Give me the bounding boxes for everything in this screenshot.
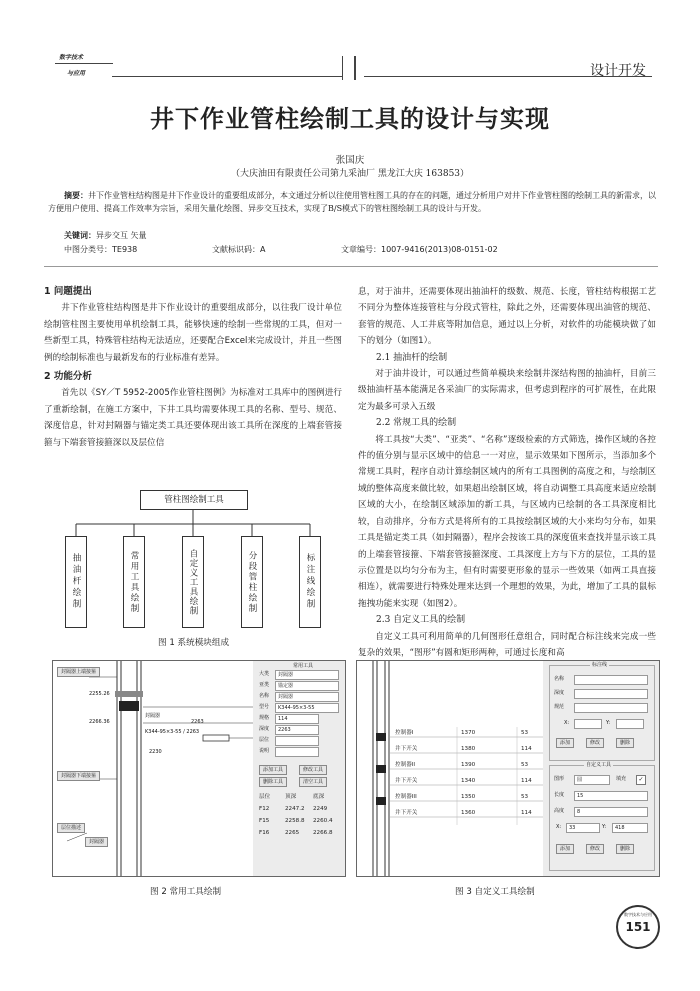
fig3-row-0-name: 控制器I [395, 730, 414, 736]
section-2-1-title: 2.1 抽油杆的绘制 [376, 352, 448, 363]
fig2-tag-lower-collar: 封隔器下端接箍 [57, 771, 100, 781]
fig3-row-1-depth: 1380 [461, 746, 476, 752]
fig3-label-depth-input[interactable] [574, 689, 648, 699]
fig2-depth-2: 2266.36 [89, 719, 110, 725]
fig3-row-1-name: 井下开关 [395, 746, 418, 752]
fig2-field-label-1: 亚类 [259, 682, 270, 688]
fig3-shape-label: 图形 [554, 776, 565, 782]
fig3-length-input[interactable]: 15 [574, 791, 648, 801]
keywords [64, 230, 147, 241]
module-label-line: 标注线绘制 [299, 536, 321, 628]
fig3-label-panel-title: 标注线 [592, 662, 608, 668]
figure-3-caption: 图 3 自定义工具绘制 [455, 887, 535, 897]
fig3-custom-add-button[interactable]: 添加 [556, 844, 574, 854]
fig3-row-0-depth: 1370 [461, 730, 476, 736]
fig2-add-button[interactable]: 添加工具 [259, 765, 287, 775]
logo-bottom-text: 与应用 [67, 70, 86, 77]
section-2-2-title: 2.2 常规工具的绘制 [376, 418, 457, 429]
section-2-1-paragraph: 对于油井设计，可以通过些简单模块来绘制井深结构图的抽油杆，目前三级抽油杆基本能满足各采油厂的实际需求，但考虑到程序的可扩展性，在此限定为最多可录入五级 [358, 369, 656, 412]
fig2-clear-button[interactable]: 清空工具 [299, 777, 327, 787]
section-label: 设计开发 [590, 63, 646, 79]
page-number: 151 [625, 920, 651, 934]
section-2-3-paragraph: 自定义工具可利用简单的几何图形任意组合，同时配合标注线来完成一些复杂的效果，“图形”有圆和矩形两种，可通过长度和高 [358, 631, 656, 658]
fig3-label-y-label: Y: [606, 720, 611, 726]
fig2-row-0-col-1: 2247.2 [285, 806, 305, 812]
fig2-field-2[interactable]: 封隔器 [275, 692, 339, 702]
fig3-row-1-size: 114 [521, 746, 532, 752]
affiliation: （大庆油田有限责任公司第九采油厂 黑龙江大庆 163853） [230, 169, 470, 179]
fig3-row-4-name: 控制器III [395, 794, 417, 800]
module-common-tool: 常用工具绘制 [123, 536, 145, 628]
fig2-field-0[interactable]: 封隔器 [275, 670, 339, 680]
fig2-tag-packer: 封隔器 [85, 837, 108, 847]
fig2-row-0-col-2: 2249 [313, 806, 328, 812]
module-custom-tool: 自定义工具绘制 [182, 536, 204, 628]
section-2-paragraph: 首先以《SY／T 5952-2005作业管柱图例》为标准对工具库中的图例进行了重新绘制，在施工方案中，下井工具均需要体现工具的名称、型号、规范、深度信息，针对封隔器与锚定类工具还要体现出该工具所在深度的上端套管接箍与下端套管接箍深以及层位信 [44, 388, 342, 448]
section-2-3-title: 2.3 自定义工具的绘制 [376, 615, 466, 626]
fig2-field-5[interactable]: 2263 [275, 725, 319, 735]
fig2-field-4[interactable]: 114 [275, 714, 319, 724]
keywords-text: 异步交互 矢量 [96, 231, 147, 240]
section-1-paragraph: 井下作业管柱结构图是井下作业设计的重要组成部分，以往我厂设计单位绘制管柱图主要使用单机绘制工具，能够快速的绘制一些常规的工具，但对一些新型工具，特殊管柱结构无法适应，还要配合Excel来完成设计，并且一些图例的绘制标准也与最新发布的行业标准有差异。 [44, 303, 342, 363]
section-2-2-paragraph: 将工具按“大类”、“亚类”、“名称”逐级检索的方式筛选，操作区域的各控件的值分别与显示区域中的信息一一对应，显示效果如下图所示，当添加多个常规工具时，程序自动计算绘制区域内的所有工具图例的高度之和，与绘制区域的整体高度来做比较，如果超出绘制区域，将自动调整工具高度来适应绘制区域的大小，在绘制区域添加的新工具，与区域内已绘制的各工具深度相比较，自动排序，分布方式是将所有的工具按绘制区域的大小来均匀分布，如果工具是锚定类工具（如封隔器），程序会按该工具的深度值来查找并显示该工具的上端套管接箍、下端套管接箍深度、工具深度上方与下方的层位，工具的显示位置是以均匀分布为主，但有时需要更形象的显示一些效果（如两工具直接相连），就需要进行特殊处理来达到一个理想的效果，为此，增加了工具的鼠标拖拽功能来实现（如图2）。 [358, 434, 656, 609]
fig3-label-name-input[interactable] [574, 675, 648, 685]
fig3-label-delete-button[interactable]: 删除 [616, 738, 634, 748]
fig2-field-label-3: 型号 [259, 704, 270, 710]
fig3-x-input[interactable]: 33 [566, 823, 600, 833]
fig2-field-6[interactable] [275, 736, 319, 746]
divider [44, 266, 658, 267]
fig2-depth-3: 2263 [191, 719, 204, 725]
fig2-hint: K344-95×3-55 / 2263 [145, 729, 200, 735]
doc-code: 文献标识码：A [212, 245, 266, 254]
fig3-label-depth-label: 深度 [554, 690, 565, 696]
fig3-row-5-name: 井下开关 [395, 810, 418, 816]
figure-3-screenshot [356, 660, 660, 877]
fig2-row-0-col-0: F12 [259, 806, 270, 812]
section-2-title: 2 功能分析 [44, 371, 92, 383]
figure-2-screenshot [52, 660, 346, 877]
figure-2-caption: 图 2 常用工具绘制 [150, 887, 222, 897]
fig2-row-1-col-1: 2258.8 [285, 818, 305, 824]
fig3-fill-label: 填充 [616, 776, 627, 782]
fig3-label-panel [549, 662, 655, 761]
fig2-row-1-col-0: F15 [259, 818, 270, 824]
page-badge-text: 数字技术与应用 [624, 912, 652, 917]
fig2-table-head-0: 层位 [259, 794, 271, 800]
fig3-label-x-label: X: [564, 720, 570, 726]
figure-1-diagram [52, 484, 342, 632]
module-segment: 分段管柱绘制 [241, 536, 263, 628]
right-paragraph-1: 息，对于油井，还需要体现出抽油杆的级数、规范、长度，管柱结构根据工艺不同分为整体连接管柱与分段式管柱，除此之外，还需要体现出油管的规范、套管的规范、人工井底等附加信息，通过以上分析，对软件的功能模块做了如下的划分（如图1）。 [358, 287, 656, 347]
article-number: 文章编号：1007-9416(2013)08-0151-02 [341, 245, 498, 254]
fig3-row-3-depth: 1340 [461, 778, 476, 784]
logo-top-text: 数字技术 [59, 54, 84, 61]
fig2-row-2-col-1: 2265 [285, 830, 300, 836]
clc-number: 中图分类号：TE938 [64, 245, 138, 254]
fig3-label-name-label: 名称 [554, 676, 565, 682]
module-root: 管柱图绘制工具 [140, 490, 248, 510]
right-column [358, 284, 656, 661]
fig3-row-4-depth: 1350 [461, 794, 476, 800]
section-1-title: 1 问题提出 [44, 286, 92, 297]
fig3-y-label: Y: [602, 824, 607, 830]
fig3-label-spec-label: 规范 [554, 704, 565, 710]
fig3-y-input[interactable]: 418 [612, 823, 648, 833]
fig3-label-y-input[interactable] [616, 719, 644, 729]
fig3-x-label: X: [556, 824, 562, 830]
fig3-row-5-depth: 1360 [461, 810, 476, 816]
fig2-field-label-7: 说明 [259, 748, 270, 754]
fig3-label-x-input[interactable] [574, 719, 602, 729]
figure-1-caption: 图 1 系统模块组成 [158, 638, 230, 648]
keywords-label: 关键词： [64, 231, 96, 240]
fig3-custom-edit-button[interactable]: 修改 [586, 844, 604, 854]
fig3-row-2-name: 控制器II [395, 762, 416, 768]
abstract-label: 摘要： [64, 191, 88, 200]
page-badge [616, 905, 660, 949]
fig2-field-3[interactable]: K344-95×3-55 [275, 703, 339, 713]
fig3-length-label: 长度 [554, 792, 565, 798]
fig3-custom-panel-title: 自定义工具 [586, 762, 612, 768]
fig3-row-5-size: 114 [521, 810, 532, 816]
fig3-row-3-name: 井下开关 [395, 778, 418, 784]
fig3-custom-panel [549, 762, 655, 871]
fig3-row-2-depth: 1390 [461, 762, 476, 768]
fig3-label-edit-button[interactable]: 修改 [586, 738, 604, 748]
fig2-drag-label: 封隔器 [145, 713, 161, 719]
fig2-field-label-2: 名称 [259, 693, 270, 699]
fig2-table-head-1: 顶深 [285, 794, 297, 800]
fig2-field-label-5: 深度 [259, 726, 270, 732]
fig2-panel-title: 常用工具 [293, 663, 314, 669]
abstract [48, 190, 656, 215]
fig3-row-4-size: 53 [521, 794, 529, 800]
fig3-shape-select[interactable]: 圆 [574, 775, 610, 785]
fig2-field-7[interactable] [275, 747, 319, 757]
fig3-row-0-size: 53 [521, 730, 529, 736]
fig2-field-label-6: 层位 [259, 737, 270, 743]
fig3-height-label: 高度 [554, 808, 565, 814]
fig3-label-spec-input[interactable] [574, 703, 648, 713]
abstract-text: 井下作业管柱结构图是井下作业设计的重要组成部分，本文通过分析以往使用管柱图工具的存在的问题，通过分析用户对井下作业管柱图的绘制工具的新需求，以方便用户使用、提高工作效率为宗旨，采用矢量化绘图、异步交互技术，实现了B/S模式下的管柱图绘制工具的设计与开发。 [48, 191, 656, 213]
fig2-table-head-2: 底深 [313, 794, 325, 800]
fig2-row-1-col-2: 2260.4 [313, 818, 333, 824]
fig2-tag-layer: 层位描述 [57, 823, 85, 833]
fig2-depth-4: 2230 [149, 749, 162, 755]
module-rod: 抽油杆绘制 [65, 536, 87, 628]
fig2-row-2-col-0: F16 [259, 830, 270, 836]
fig3-custom-delete-button[interactable]: 删除 [616, 844, 634, 854]
fig2-delete-button[interactable]: 删除工具 [259, 777, 287, 787]
fig2-tag-upper-collar: 封隔器上端接箍 [57, 667, 100, 677]
header-bar-lines [112, 56, 652, 80]
journal-logo [55, 48, 113, 82]
fig2-field-1[interactable]: 锚定器 [275, 681, 339, 691]
fig3-row-3-size: 114 [521, 778, 532, 784]
fig3-fill-checkbox[interactable]: ✓ [636, 775, 646, 785]
fig2-depth-1: 2255.26 [89, 691, 110, 697]
fig2-field-label-4: 规格 [259, 715, 270, 721]
fig3-height-input[interactable]: 8 [574, 807, 648, 817]
fig3-label-add-button[interactable]: 添加 [556, 738, 574, 748]
left-column [44, 284, 342, 451]
fig3-row-2-size: 53 [521, 762, 529, 768]
fig2-field-label-0: 大类 [259, 671, 270, 677]
author: 张国庆 [335, 155, 365, 166]
fig2-row-2-col-2: 2266.8 [313, 830, 333, 836]
logo-line [55, 63, 113, 64]
paper-title: 井下作业管柱绘制工具的设计与实现 [150, 104, 550, 133]
fig2-edit-button[interactable]: 修改工具 [299, 765, 327, 775]
